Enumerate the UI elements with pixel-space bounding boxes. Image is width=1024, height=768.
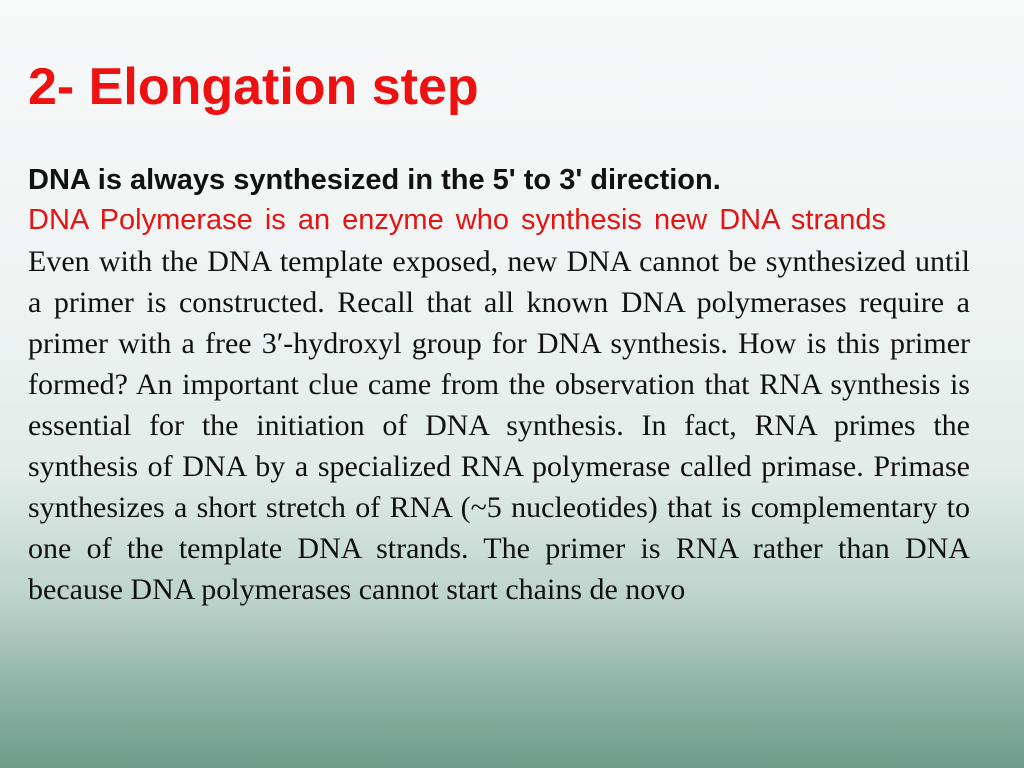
polymerase-definition: DNA Polymerase is an enzyme who synthesis new DNA strands (28, 204, 887, 236)
direction-statement: DNA is always synthesized in the 5' to 3' direction. (28, 164, 721, 196)
slide-body (28, 160, 970, 610)
primer-paragraph: Even with the DNA template exposed, new DNA cannot be synthesized until a primer is constructed. Recall that all known DNA polymerases require a primer with a free 3′-hydroxyl group for DNA synthesis. How is this primer formed? An important clue came from the observation that RNA synthesis is essential for the initiation of DNA synthesis. In fact, RNA primes the synthesis of DNA by a specialized RNA polymerase called primase. Primase synthesizes a short stretch of RNA (~5 nucleotides) that is complementary to one of the template DNA strands. The primer is RNA rather than DNA because DNA polymerases cannot start chains de novo (28, 245, 970, 606)
slide-title: 2- Elongation step (28, 58, 479, 116)
